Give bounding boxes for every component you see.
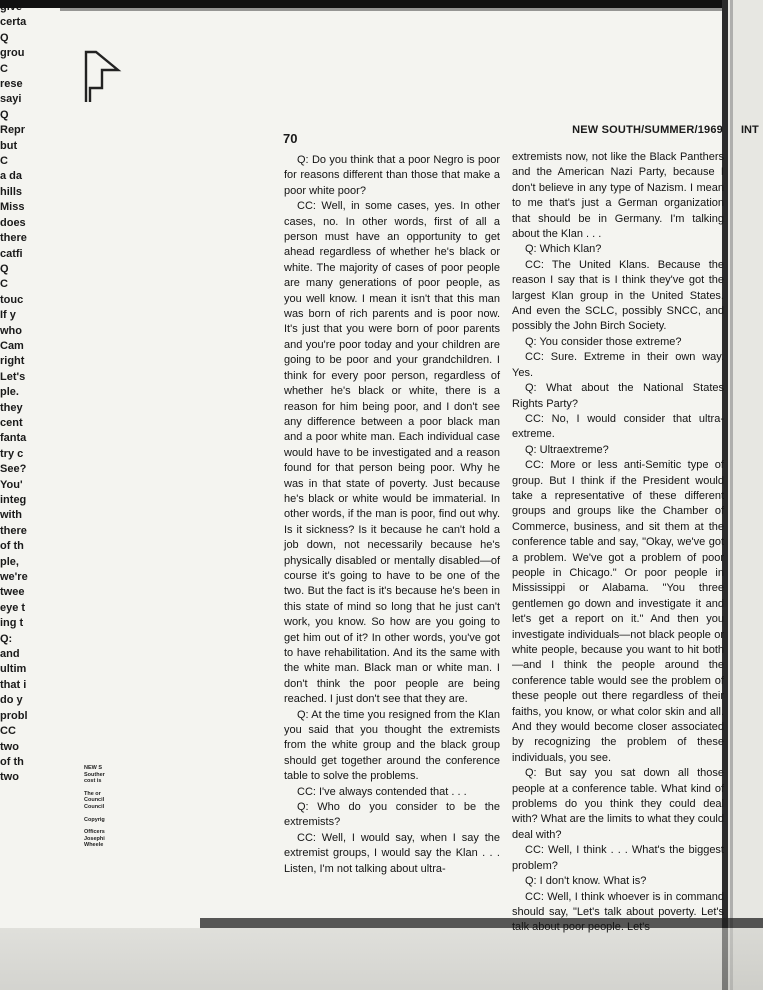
facing-line: CC — [0, 725, 16, 738]
corner-mark-icon — [82, 48, 122, 104]
text-column-2 — [512, 150, 724, 936]
facing-line: we're — [0, 571, 28, 584]
facing-line: there — [0, 232, 27, 245]
facing-line: integ — [0, 494, 27, 506]
sidebar-line: Council — [84, 803, 105, 810]
facing-line: they — [0, 401, 23, 414]
page-number: 70 — [283, 131, 298, 146]
sidebar-line: Souther — [84, 771, 105, 778]
facing-line: ple, — [0, 555, 19, 568]
facing-line: twee — [0, 586, 25, 599]
facing-line: cent — [0, 416, 23, 429]
sidebar-line: Wheele — [84, 842, 104, 849]
paragraph: CC: No, I would consider that ultra-extreme. — [512, 412, 724, 441]
paragraph: CC: Well, I would say, when I say the extremist groups, I would say the Klan . . . Listen, I'm not talking about ultra- — [284, 831, 500, 875]
facing-line: C — [0, 278, 8, 291]
paragraph: CC: I've always contended that . . . — [297, 785, 467, 798]
facing-line: grou — [0, 47, 25, 60]
masthead-sidebar — [84, 765, 114, 849]
facing-line: probl — [0, 709, 28, 722]
facing-line: two — [0, 771, 19, 784]
sidebar-line: Council — [84, 797, 105, 804]
page-gutter — [722, 0, 763, 990]
paragraph: Q: Do you think that a poor Negro is poor for reasons different than those that make a poor white poor? — [284, 154, 500, 197]
facing-line: C — [0, 155, 8, 168]
text-column-1 — [284, 153, 500, 877]
sidebar-line: The or — [84, 790, 101, 797]
paragraph: Q: Ultraextreme? — [525, 443, 609, 456]
facing-line: Q — [0, 31, 9, 44]
facing-line: Cam — [0, 339, 24, 352]
facing-line: Q — [0, 108, 9, 121]
facing-line: with — [0, 509, 22, 522]
facing-line: ultim — [0, 663, 27, 676]
paragraph: Q: I don't know. What is? — [525, 875, 647, 888]
paragraph: extremists now, not like the Black Panthers and the American Nazi Party, because I don't believe in any type of Nazism. I mean to me that's just a German organization that should be in Germany. I'm talking about the Klan . . . — [512, 151, 724, 241]
paragraph: Q: You consider those extreme? — [525, 335, 682, 348]
facing-line: Q: — [0, 632, 13, 645]
facing-line: Repr — [0, 124, 26, 137]
facing-line: Let's — [0, 370, 26, 383]
paragraph: CC: The United Klans. Because the reason I say that is I think they've got the largest Klan group in the United States. And even the SCLC, possibly SNCC, and possibly the John Birch Society. — [512, 258, 724, 333]
facing-line: try c — [0, 447, 24, 460]
bottom-scan-shade — [0, 928, 763, 990]
facing-line: certa — [0, 16, 27, 29]
paragraph: Q: What about the National States Rights Party? — [512, 382, 724, 410]
facing-page-column — [0, 0, 28, 786]
facing-line: C — [0, 62, 8, 75]
facing-line: who — [0, 324, 22, 337]
facing-line: of th — [0, 755, 24, 768]
facing-line: that i — [0, 678, 27, 691]
paragraph: CC: Sure. Extreme in their own way. Yes. — [512, 351, 724, 379]
facing-line: and — [0, 648, 20, 661]
paragraph: Q: But say you sat down all those people at a conference table. What kind of problems do you think they could deal with? What are the limits to what they could deal with? — [512, 767, 724, 841]
paragraph: Q: Who do you consider to be the extremists? — [284, 801, 500, 829]
facing-line: sayi — [0, 93, 22, 106]
paragraph: Q: At the time you resigned from the Klan you said that you thought the extremists from the white group and the black group should get together around the conference table to solve the problems. — [284, 708, 500, 783]
facing-line: If y — [0, 309, 16, 322]
paragraph: CC: Well, in some cases, yes. In other cases, no. In other words, first of all a person must have an opportunity to get ahead regardless of whether he's black or white. The majority of cases of poor people are many generations of poor people, as you well know. I mean it isn't that this man was born of rich parents and is poor now. It's just that you were born of poor parents and you're poor today and your children are going to be poor and your grandchildren. I think for every poor person, regardless of whether he's black or white, there is a reason for him being poor, and I don't see any difference between a poor black man and a poor white man. Each individual case would have to be investigated and a reason found for that person being poor. Why he was in that state of poverty. Just because he's black or white would be immaterial. In other words, if the man is poor, find out why. Is it sickness? Is it because he can't hold a job down, not necessarily because he's physically disabled or mentally disabled—of course it's going to have to be one of the two. But the fact is it's because he's been in this state of mind so long that he just can't work, you know. So how are you going to get him out of it? In other words, you've got to have rehabilitation. And its the same with the white man. Black man or white man. I don't think the poor people are being reached. I just don't see that they are. — [284, 200, 500, 706]
facing-line: do y — [0, 694, 23, 707]
sidebar-line: cost is — [84, 778, 102, 785]
paragraph: CC: Well, I think . . . What's the biggest problem? — [512, 844, 724, 872]
facing-line: a da — [0, 170, 23, 183]
facing-line: two — [0, 740, 19, 753]
facing-line: right — [0, 355, 25, 368]
sidebar-line: Copyrig — [84, 816, 105, 823]
facing-line: eye t — [0, 601, 26, 614]
facing-line: Q — [0, 262, 9, 275]
running-head: NEW SOUTH/SUMMER/1969 — [572, 124, 723, 136]
facing-line: hills — [0, 185, 23, 198]
top-scan-shadow — [60, 8, 763, 11]
top-scan-edge — [0, 0, 763, 8]
gutter-fold-shadow — [730, 0, 733, 990]
facing-line: of th — [0, 540, 24, 553]
paragraph: Q: Which Klan? — [525, 243, 602, 256]
facing-line: You' — [0, 478, 23, 491]
paragraph: CC: Well, I think whoever is in command should say, "Let's talk about poverty. Let's talk about poor people. Let's — [512, 890, 724, 934]
sidebar-line: Josephi — [84, 835, 105, 842]
facing-line: touc — [0, 293, 24, 306]
sidebar-line: NEW S — [84, 765, 103, 771]
facing-line: catfi — [0, 247, 23, 260]
facing-line: rese — [0, 78, 23, 91]
facing-line: ing t — [0, 617, 24, 630]
facing-line: but — [0, 139, 18, 152]
facing-line: Miss — [0, 201, 25, 214]
running-head-facing: INT — [741, 124, 759, 136]
facing-line: does — [0, 216, 26, 229]
facing-line: there — [0, 524, 27, 537]
paragraph: CC: More or less anti-Semitic type of group. But I think if the President would take a representative of these different groups and groups like the Chamber of Commerce, business, and sit them at the conference table and say, "Okay, we've got a problem. We've got a problem of poor people in Chicago." Or poor people in Mississippi or Alabama. "You three gentlemen go down and investigate it and let's get a report on it." And then you investigate individuals—not black people or white people, because you want to hit both—and I think the people around the conference table would see the problem of these people out there regardless of their faiths, you know, or what color skin and all. And they would become closer associated by recognizing the problem of these individuals, you see. — [512, 459, 724, 764]
sidebar-line: Officers — [84, 829, 105, 836]
facing-line: See? — [0, 463, 27, 476]
facing-line: ple. — [0, 386, 19, 399]
facing-line: fanta — [0, 432, 27, 445]
